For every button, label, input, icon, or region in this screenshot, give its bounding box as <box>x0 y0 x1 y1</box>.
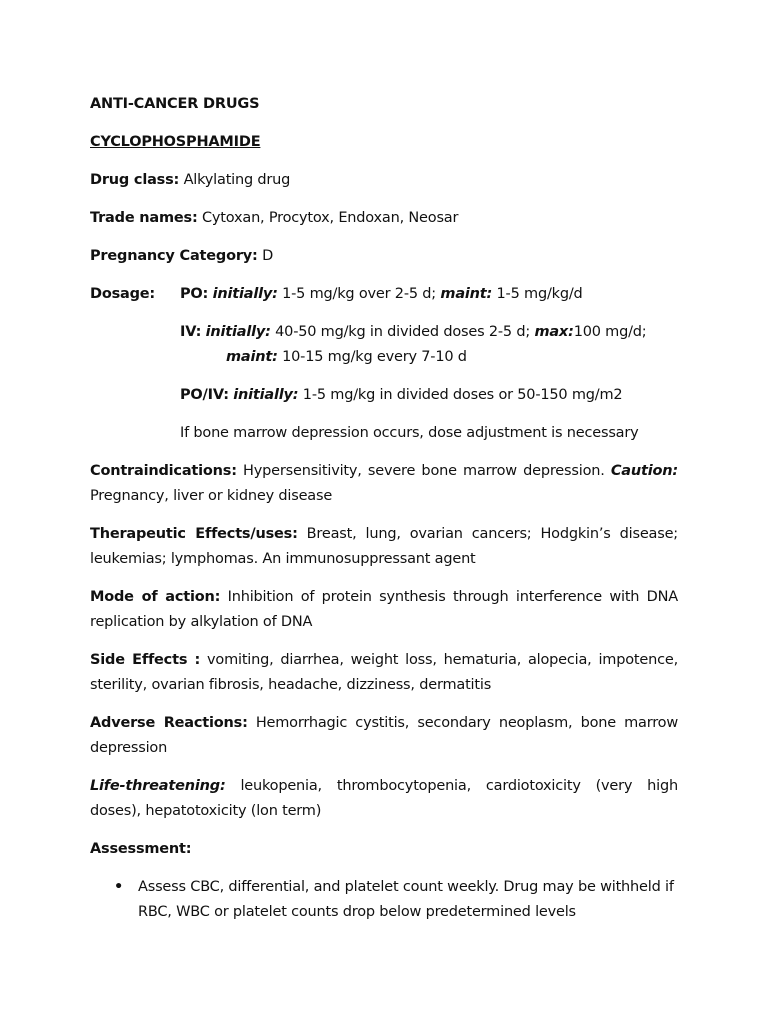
dosage-po-maint-value: 1-5 mg/kg/d <box>492 286 583 302</box>
dosage-iv-max-value: 100 mg/d; <box>573 324 647 340</box>
document-heading: ANTI-CANCER DRUGS <box>90 96 260 112</box>
adverse-reactions-paragraph <box>90 711 678 761</box>
therapeutic-effects-value: Breast, lung, ovarian cancers; Hodgkin’s disease; leukemias; lymphomas. An immunosuppressant agent <box>90 526 678 567</box>
dosage-po-iv-initially-value: 1-5 mg/kg in divided doses or 50-150 mg/m2 <box>298 387 623 403</box>
dosage-iv-line <box>90 320 678 345</box>
dosage-iv-maint-label: maint: <box>226 349 278 365</box>
dosage-section <box>90 282 678 446</box>
list-item <box>90 875 678 925</box>
assessment-list <box>90 875 678 925</box>
assessment-item-text: Assess CBC, differential, and platelet count weekly. Drug may be withheld if RBC, WBC or platelet counts drop below predetermined levels <box>138 879 674 920</box>
dosage-iv-route: IV: <box>180 324 202 340</box>
mode-of-action-value: Inhibition of protein synthesis through interference with DNA replication by alkylation of DNA <box>90 589 678 630</box>
contraindications-paragraph <box>90 459 678 509</box>
life-threatening-paragraph <box>90 774 678 824</box>
dosage-po-maint-label: maint: <box>440 286 493 302</box>
side-effects-label: Side Effects : <box>90 652 201 668</box>
dosage-po-iv-line <box>90 383 678 408</box>
therapeutic-effects-label: Therapeutic Effects/uses: <box>90 526 298 542</box>
dosage-iv-maint-line <box>90 345 678 370</box>
dosage-po-line <box>90 282 678 307</box>
side-effects-paragraph <box>90 648 678 698</box>
contraindications-value: Hypersensitivity, severe bone marrow depression. <box>236 463 611 479</box>
trade-names-value: Cytoxan, Procytox, Endoxan, Neosar <box>197 210 459 226</box>
dosage-label: Dosage: <box>90 286 156 302</box>
drug-class-field <box>90 168 678 193</box>
dosage-iv-initially-value: 40-50 mg/kg in divided doses 2-5 d; <box>270 324 531 340</box>
assessment-label: Assessment: <box>90 841 192 857</box>
adverse-reactions-label: Adverse Reactions: <box>90 715 248 731</box>
dosage-iv-initially-label: initially: <box>205 324 271 340</box>
dosage-note-line <box>90 421 678 446</box>
dosage-po-iv-route: PO/IV: <box>180 387 229 403</box>
adverse-reactions-value: Hemorrhagic cystitis, secondary neoplasm, bone marrow depression <box>90 715 678 756</box>
pregnancy-category-value: D <box>257 248 274 264</box>
therapeutic-effects-paragraph <box>90 522 678 572</box>
pregnancy-category-field <box>90 244 678 269</box>
trade-names-label: Trade names: <box>90 210 198 226</box>
life-threatening-label: Life-threatening: <box>90 778 226 794</box>
dosage-iv-maint-value: 10-15 mg/kg every 7-10 d <box>277 349 467 365</box>
dosage-iv-max-label: max: <box>534 324 574 340</box>
bullet-icon: • <box>114 879 124 895</box>
caution-label: Caution: <box>610 463 678 479</box>
dosage-note: If bone marrow depression occurs, dose adjustment is necessary <box>180 425 639 441</box>
dosage-po-iv-initially-label: initially: <box>233 387 299 403</box>
dosage-po-initially-value: 1-5 mg/kg over 2-5 d; <box>277 286 436 302</box>
side-effects-value: vomiting, diarrhea, weight loss, hematuria, alopecia, impotence, sterility, ovarian fibrosis, headache, dizziness, dermatitis <box>90 652 678 693</box>
pregnancy-category-label: Pregnancy Category: <box>90 248 258 264</box>
drug-class-value: Alkylating drug <box>179 172 291 188</box>
caution-value: Pregnancy, liver or kidney disease <box>90 488 333 504</box>
mode-of-action-paragraph <box>90 585 678 635</box>
dosage-po-initially-label: initially: <box>212 286 278 302</box>
dosage-po-route: PO: <box>180 286 209 302</box>
life-threatening-value: leukopenia, thrombocytopenia, cardiotoxicity (very high doses), hepatotoxicity (lon term) <box>90 778 678 819</box>
mode-of-action-label: Mode of action: <box>90 589 221 605</box>
drug-class-label: Drug class: <box>90 172 180 188</box>
drug-name-heading: CYCLOPHOSPHAMIDE <box>90 134 261 150</box>
contraindications-label: Contraindications: <box>90 463 237 479</box>
trade-names-field <box>90 206 678 231</box>
